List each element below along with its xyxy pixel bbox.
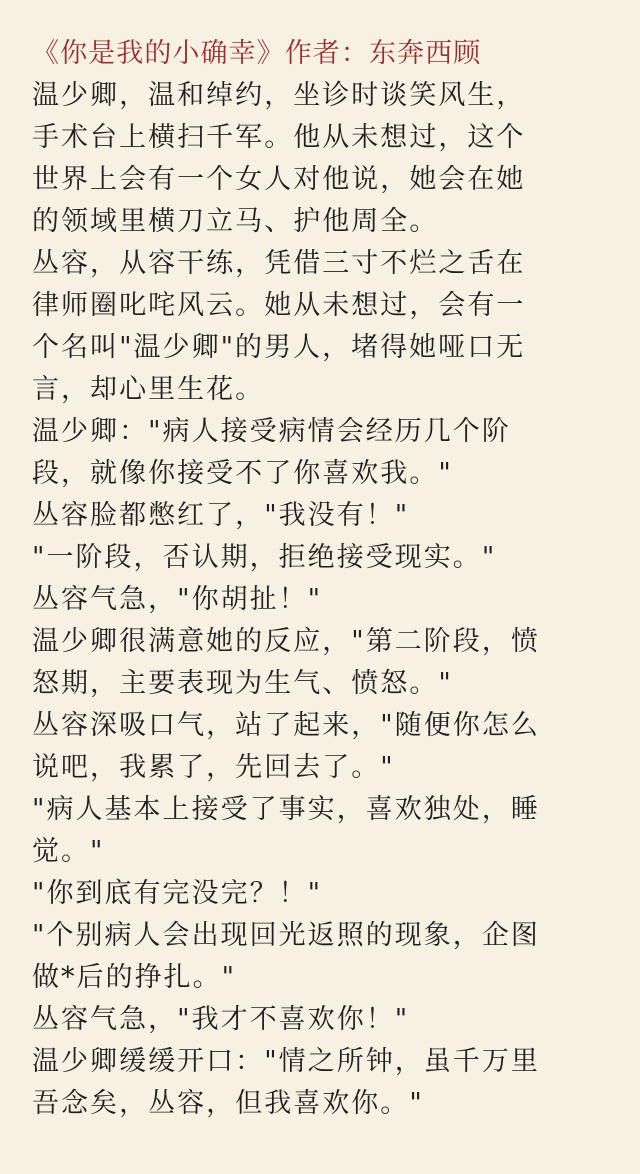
text-line: 丛容深吸口气，站了起来，"随便你怎么 (32, 710, 540, 741)
text-line: 言，却心里生花。 (32, 374, 265, 405)
text-line: 丛容气急，"我才不喜欢你！" (32, 1004, 410, 1035)
story-text (32, 75, 624, 1125)
text-line: 吾念矣，丛容，但我喜欢你。" (32, 1088, 424, 1119)
text-line: 温少卿很满意她的反应，"第二阶段，愤 (32, 626, 540, 657)
text-line: 怒期，主要表现为生气、愤怒。" (32, 668, 453, 699)
text-line: 温少卿，温和绰约，坐诊时谈笑风生， (32, 80, 526, 111)
text-line: 个名叫"温少卿"的男人，堵得她哑口无 (32, 332, 526, 363)
text-line: 温少卿缓缓开口："情之所钟，虽千万里 (32, 1046, 540, 1077)
text-line: 温少卿："病人接受病情会经历几个阶 (32, 416, 511, 447)
text-line: 觉。" (32, 836, 105, 867)
text-line: 说吧，我累了，先回去了。" (32, 752, 395, 783)
text-line: 律师圈叱咤风云。她从未想过，会有一 (32, 290, 526, 321)
text-line: 丛容，从容干练，凭借三寸不烂之舌在 (32, 248, 526, 279)
text-line: 段，就像你接受不了你喜欢我。" (32, 458, 453, 489)
text-line: 丛容气急，"你胡扯！" (32, 584, 323, 615)
text-line: "一阶段，否认期，拒绝接受现实。" (32, 542, 497, 573)
text-line: 手术台上横扫千军。他从未想过，这个 (32, 122, 526, 153)
text-line: 的领域里横刀立马、护他周全。 (32, 206, 439, 237)
text-line: "个别病人会出现回光返照的现象，企图 (32, 920, 540, 951)
text-line: 世界上会有一个女人对他说，她会在她 (32, 164, 526, 195)
text-line: "病人基本上接受了事实，喜欢独处，睡 (32, 794, 540, 825)
text-line: 丛容脸都憋红了，"我没有！" (32, 500, 410, 531)
text-line: "你到底有完没完？！" (32, 878, 323, 909)
book-title: 《你是我的小确幸》作者：东奔西顾 (32, 38, 482, 69)
text-line: 做*后的挣扎。" (32, 962, 237, 993)
